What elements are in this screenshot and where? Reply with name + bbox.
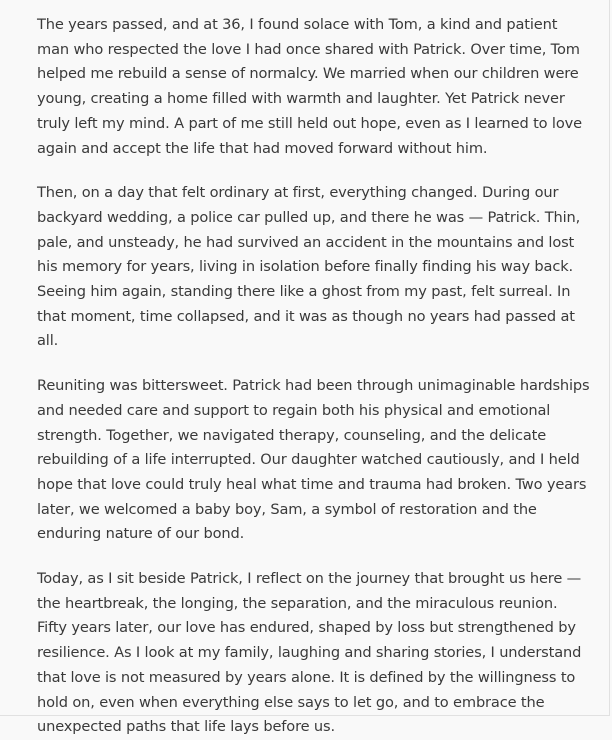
paragraph-1: The years passed, and at 36, I found solace with Tom, a kind and patient man who respected the love I had once shared with Patrick. Over time, Tom helped me rebuild a sense of normalcy. We married when our children were young, creating a home filled with warmth and laughter. Yet Patrick never truly left my mind. A part of me still held out hope, even as I learned to love again and accept the life that had moved forward without him. [37, 16, 582, 157]
paragraph-2: Then, on a day that felt ordinary at first, everything changed. During our backyard wedding, a police car pulled up, and there he was — Patrick. Thin, pale, and unsteady, he had survived an accident in the mountains and lost his memory for years, living in isolation before finally finding his way back. Seeing him again, standing there like a ghost from my past, felt surreal. In that moment, time collapsed, and it was as though no years had passed at all. [37, 184, 581, 350]
paragraph-3: Reuniting was bittersweet. Patrick had been through unimaginable hardships and needed care and support to regain both his physical and emotional strength. Together, we navigated therapy, counseling, and the delicate rebuilding of a life interrupted. Our daughter watched cautiously, and I held hope that love could truly heal what time and trauma had broken. Two years later, we welcomed a baby boy, Sam, a symbol of restoration and the enduring nature of our bond. [37, 377, 590, 543]
paragraph-4: Today, as I sit beside Patrick, I reflect on the journey that brought us here — the heartbreak, the longing, the separation, and the miraculous reunion. Fifty years later, our love has endured, shaped by loss but strengthened by resilience. As I look at my family, laughing and sharing stories, I understand that love is not measured by years alone. It is defined by the willingness to hold on, even when everything else says to let go, and to embrace the unexpected paths that life lays before us. [37, 570, 582, 736]
article-body [37, 13, 590, 740]
